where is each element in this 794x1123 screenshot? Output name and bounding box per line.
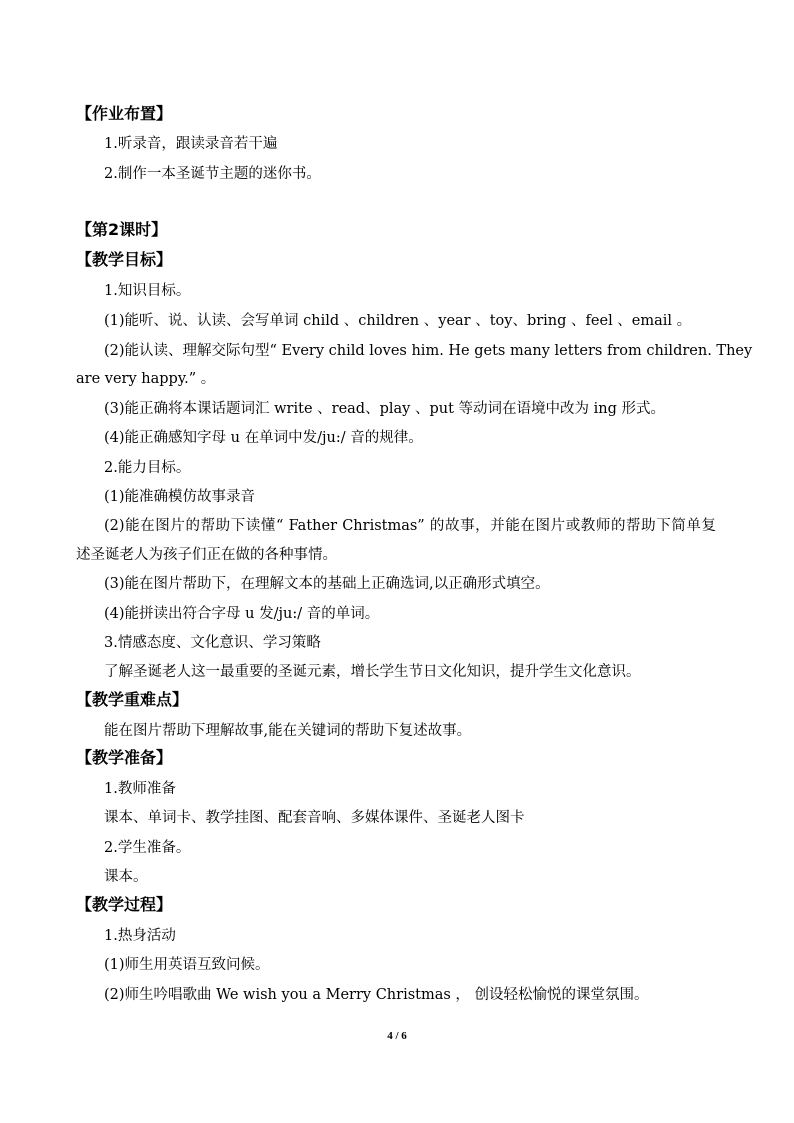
goals-line: (3)能在图片帮助下，在理解文本的基础上正确选词,以正确形式填空。 [104, 576, 550, 592]
goals-heading: 【教学目标】 [76, 250, 173, 269]
goals-line: (1)能听、说、认读、会写单词 child 、children 、year 、toy、bring 、feel 、email 。 [104, 313, 692, 329]
process-line: 1.热身活动 [104, 928, 176, 944]
goals-line: are very happy.” 。 [76, 371, 216, 387]
process-line: (1)师生用英语互致问候。 [104, 957, 270, 973]
page-number: 4 / 6 [387, 1030, 407, 1042]
prep-line: 课本。 [104, 869, 148, 885]
goals-line: (1)能准确模仿故事录音 [104, 489, 256, 505]
goals-line: (4)能正确感知字母 u 在单词中发/ju:/ 音的规律。 [104, 430, 423, 446]
goals-line: 1.知识目标。 [104, 283, 191, 299]
goals-line: 述圣诞老人为孩子们正在做的各种事情。 [76, 547, 337, 563]
goals-line: (3)能正确将本课话题词汇 write 、read、play 、put 等动词在语境中改为 ing 形式。 [104, 401, 665, 417]
process-line: (2)师生吟唱歌曲 We wish you a Merry Christmas ， 创设轻松愉悦的课堂氛围。 [104, 987, 649, 1003]
prep-line: 2.学生准备。 [104, 840, 191, 856]
goals-line: 3.情感态度、文化意识、学习策略 [104, 635, 321, 651]
prep-line: 课本、单词卡、教学挂图、配套音响、多媒体课件、圣诞老人图卡 [104, 810, 525, 826]
goals-line: (2)能认读、理解交际句型“ Every child loves him. He gets many letters from children. They [104, 343, 753, 359]
process-heading: 【教学过程】 [76, 895, 173, 914]
lesson-heading: 【第2课时】 [76, 220, 168, 239]
homework-item-2: 2.制作一本圣诞节主题的迷你书。 [104, 166, 321, 182]
prep-line: 1.教师准备 [104, 781, 176, 797]
goals-line: (2)能在图片的帮助下读懂“ Father Christmas” 的故事，并能在图片或教师的帮助下简单复 [104, 518, 716, 534]
prep-heading: 【教学准备】 [76, 748, 173, 767]
homework-item-1: 1.听录音，跟读录音若干遍 [104, 136, 278, 152]
key-points-text: 能在图片帮助下理解故事,能在关键词的帮助下复述故事。 [104, 723, 472, 739]
goals-line: 了解圣诞老人这一最重要的圣诞元素，增长学生节日文化知识，提升学生文化意识。 [104, 664, 641, 680]
key-points-heading: 【教学重难点】 [76, 690, 189, 709]
goals-line: (4)能拼读出符合字母 u 发/ju:/ 音的单词。 [104, 606, 380, 622]
homework-heading: 【作业布置】 [76, 104, 173, 123]
goals-line: 2.能力目标。 [104, 460, 191, 476]
